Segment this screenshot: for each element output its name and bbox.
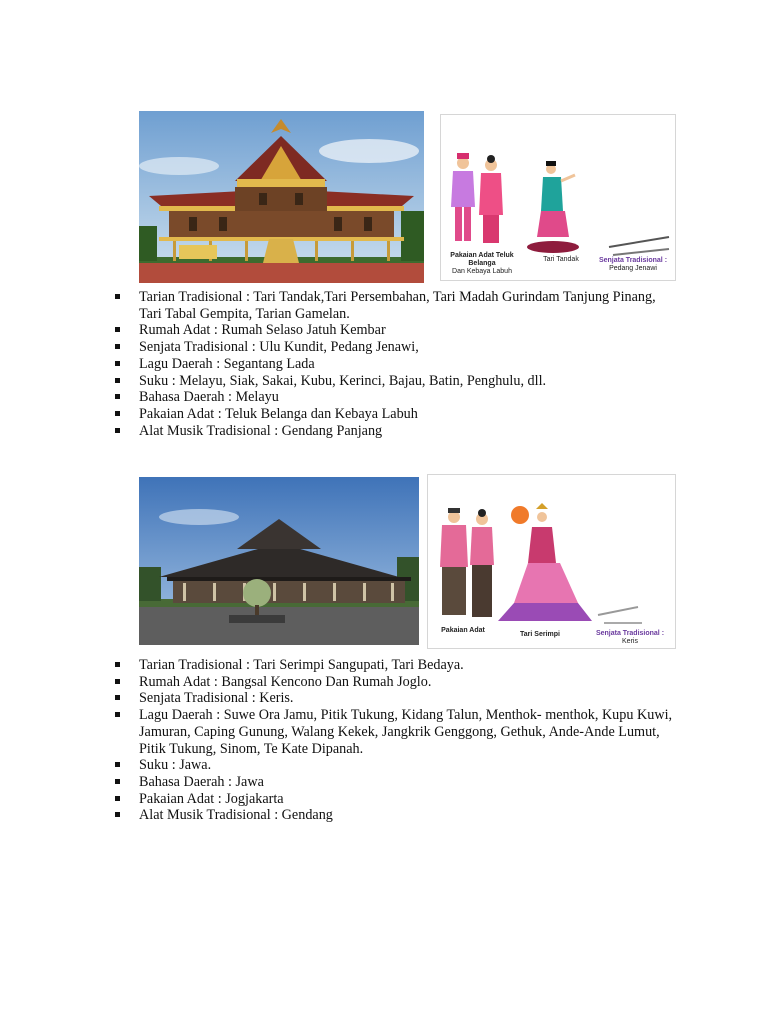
caption-tari: Tari Tandak	[543, 256, 579, 263]
list-item: Rumah Adat : Bangsal Kencono Dan Rumah Joglo.	[110, 674, 680, 691]
riau-costume-illustration	[440, 114, 676, 281]
caption-senjata-name: Pedang Jenawi	[609, 265, 657, 272]
list-item: Tarian Tradisional : Tari Serimpi Sangupati, Tari Bedaya.	[110, 657, 680, 674]
caption-pakaian-line-3: Dan Kebaya Labuh	[452, 268, 512, 275]
caption-senjata-title: Senjata Tradisional :	[598, 257, 668, 264]
list-item: Senjata Tradisional : Ulu Kundit, Pedang Jenawi,	[110, 339, 680, 356]
list-item: Pakaian Adat : Teluk Belanga dan Kebaya Labuh	[110, 406, 680, 423]
list-item: Suku : Jawa.	[110, 757, 680, 774]
list-item: Rumah Adat : Rumah Selaso Jatuh Kembar	[110, 322, 680, 339]
rumah-selaso-photo	[139, 111, 424, 283]
riau-facts-list	[110, 289, 680, 439]
caption-pakaian-line-1: Pakaian Adat Teluk	[450, 252, 514, 259]
list-item: Lagu Daerah : Segantang Lada	[110, 356, 680, 373]
list-item: Pakaian Adat : Jogjakarta	[110, 791, 680, 808]
caption-pakaian: Pakaian Adat	[441, 627, 485, 634]
list-item: Bahasa Daerah : Jawa	[110, 774, 680, 791]
caption-tari: Tari Serimpi	[520, 631, 560, 638]
list-item: Tarian Tradisional : Tari Tandak,Tari Persembahan, Tari Madah Gurindam Tanjung Pinang, Tari Tabal Gempita, Tarian Gamelan.	[110, 289, 680, 322]
list-item: Senjata Tradisional : Keris.	[110, 690, 680, 707]
caption-pakaian-line-2: Belanga	[468, 260, 496, 267]
list-item: Alat Musik Tradisional : Gendang Panjang	[110, 423, 680, 440]
list-item: Lagu Daerah : Suwe Ora Jamu, Pitik Tukung, Kidang Talun, Menthok- menthok, Kupu Kuwi, Jamuran, Caping Gunung, Walang Kekek, Jangkrik Genggong, Gethuk, Ande-Ande Lumut, Pitik Tukung, Sinom, Te Kate Dipanah.	[110, 707, 680, 757]
caption-senjata-name: Keris	[622, 638, 638, 645]
list-item: Alat Musik Tradisional : Gendang	[110, 807, 680, 824]
bangsal-kencono-photo	[139, 477, 419, 645]
list-item: Suku : Melayu, Siak, Sakai, Kubu, Kerinci, Bajau, Batin, Penghulu, dll.	[110, 373, 680, 390]
caption-senjata-title: Senjata Tradisional :	[595, 630, 665, 637]
list-item: Bahasa Daerah : Melayu	[110, 389, 680, 406]
jogja-facts-list	[110, 657, 680, 824]
jogja-costume-illustration	[427, 474, 676, 649]
